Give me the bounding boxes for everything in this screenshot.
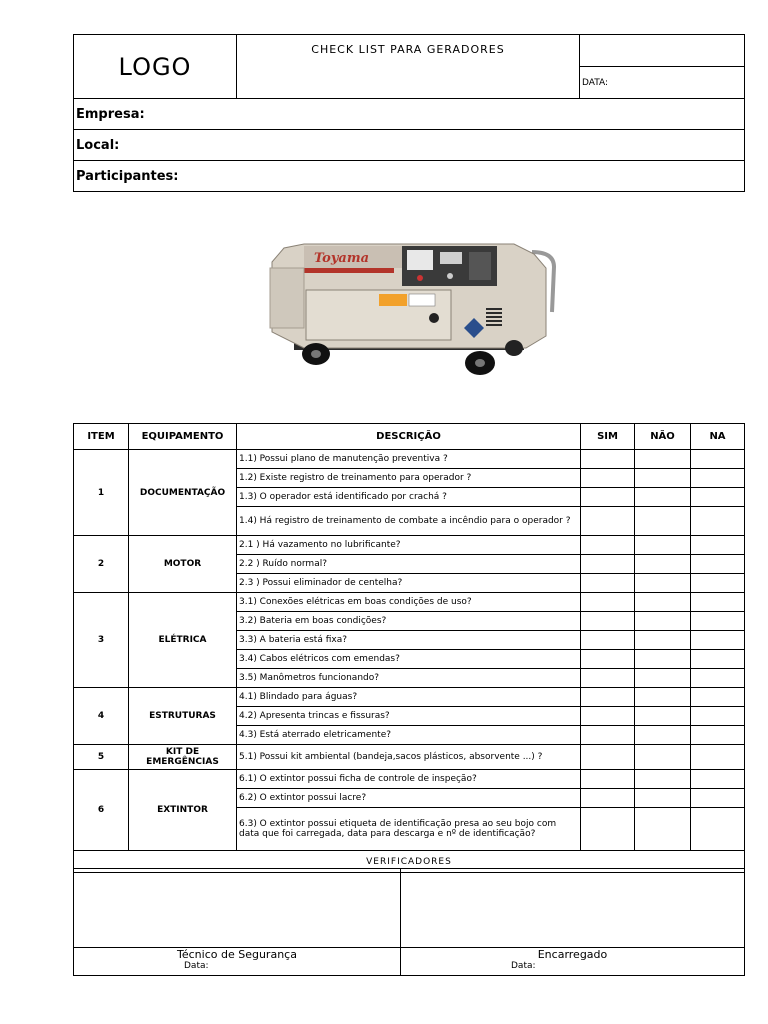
item-description: 3.5) Manômetros funcionando? bbox=[237, 669, 581, 688]
table-row bbox=[74, 450, 745, 469]
check-cell-sim[interactable] bbox=[581, 488, 635, 507]
item-description: 6.3) O extintor possui etiqueta de identificação presa ao seu bojo com data que foi carregada, data para descarga e nº de identificação? bbox=[237, 808, 581, 851]
check-cell-na[interactable] bbox=[691, 770, 745, 789]
equipment-name: MOTOR bbox=[129, 536, 237, 593]
check-cell-na[interactable] bbox=[691, 469, 745, 488]
check-cell-na[interactable] bbox=[691, 574, 745, 593]
item-number: 4 bbox=[74, 688, 129, 745]
table-row bbox=[74, 536, 745, 555]
header-sim: SIM bbox=[581, 424, 635, 450]
check-cell-sim[interactable] bbox=[581, 789, 635, 808]
check-cell-na[interactable] bbox=[691, 726, 745, 745]
header-nao: NÃO bbox=[635, 424, 691, 450]
item-number: 1 bbox=[74, 450, 129, 536]
table-row bbox=[74, 745, 745, 770]
check-cell-sim[interactable] bbox=[581, 688, 635, 707]
check-cell-sim[interactable] bbox=[581, 650, 635, 669]
check-cell-sim[interactable] bbox=[581, 707, 635, 726]
check-cell-na[interactable] bbox=[691, 450, 745, 469]
check-cell-na[interactable] bbox=[691, 808, 745, 851]
item-description: 3.1) Conexões elétricas em boas condições de uso? bbox=[237, 593, 581, 612]
header-na: NA bbox=[691, 424, 745, 450]
check-cell-sim[interactable] bbox=[581, 593, 635, 612]
item-description: 1.3) O operador está identificado por crachá ? bbox=[237, 488, 581, 507]
table-row bbox=[74, 593, 745, 612]
item-description: 3.2) Bateria em boas condições? bbox=[237, 612, 581, 631]
tecnico-date-label: Data: bbox=[184, 961, 209, 971]
item-number: 5 bbox=[74, 745, 129, 770]
check-cell-nao[interactable] bbox=[635, 808, 691, 851]
header-item: ITEM bbox=[74, 424, 129, 450]
check-cell-sim[interactable] bbox=[581, 450, 635, 469]
equipment-name: EXTINTOR bbox=[129, 770, 237, 851]
item-description: 4.3) Está aterrado eletricamente? bbox=[237, 726, 581, 745]
check-cell-nao[interactable] bbox=[635, 612, 691, 631]
check-cell-nao[interactable] bbox=[635, 555, 691, 574]
check-cell-nao[interactable] bbox=[635, 789, 691, 808]
equipment-name: ESTRUTURAS bbox=[129, 688, 237, 745]
check-cell-sim[interactable] bbox=[581, 726, 635, 745]
check-cell-sim[interactable] bbox=[581, 469, 635, 488]
header-equipamento: EQUIPAMENTO bbox=[129, 424, 237, 450]
item-description: 1.4) Há registro de treinamento de combate a incêndio para o operador ? bbox=[237, 507, 581, 536]
check-cell-nao[interactable] bbox=[635, 450, 691, 469]
item-description: 2.2 ) Ruído normal? bbox=[237, 555, 581, 574]
check-cell-na[interactable] bbox=[691, 507, 745, 536]
signature-block bbox=[73, 868, 744, 976]
check-cell-na[interactable] bbox=[691, 789, 745, 808]
check-cell-sim[interactable] bbox=[581, 669, 635, 688]
check-cell-nao[interactable] bbox=[635, 536, 691, 555]
participantes-field: Participantes: bbox=[74, 161, 745, 192]
check-cell-sim[interactable] bbox=[581, 555, 635, 574]
table-row bbox=[74, 770, 745, 789]
check-cell-sim[interactable] bbox=[581, 808, 635, 851]
check-cell-sim[interactable] bbox=[581, 507, 635, 536]
check-cell-nao[interactable] bbox=[635, 669, 691, 688]
local-field: Local: bbox=[74, 130, 745, 161]
header-descricao: DESCRIÇÃO bbox=[237, 424, 581, 450]
encarregado-label: Encarregado bbox=[537, 948, 608, 961]
item-description: 4.2) Apresenta trincas e fissuras? bbox=[237, 707, 581, 726]
item-description: 2.1 ) Há vazamento no lubrificante? bbox=[237, 536, 581, 555]
empresa-field: Empresa: bbox=[74, 99, 745, 130]
tecnico-seguranca-label: Técnico de Segurança bbox=[177, 948, 297, 961]
check-cell-nao[interactable] bbox=[635, 631, 691, 650]
encarregado-date-label: Data: bbox=[511, 961, 536, 971]
check-cell-na[interactable] bbox=[691, 555, 745, 574]
check-cell-sim[interactable] bbox=[581, 536, 635, 555]
svg-text:Toyama: Toyama bbox=[314, 251, 370, 266]
check-cell-nao[interactable] bbox=[635, 574, 691, 593]
verificadores-label: VERIFICADORES bbox=[74, 851, 745, 873]
item-number: 3 bbox=[74, 593, 129, 688]
check-cell-nao[interactable] bbox=[635, 593, 691, 612]
check-cell-na[interactable] bbox=[691, 745, 745, 770]
generator-image bbox=[264, 232, 560, 378]
item-description: 1.1) Possui plano de manutenção preventiva ? bbox=[237, 450, 581, 469]
item-description: 5.1) Possui kit ambiental (bandeja,sacos plásticos, absorvente ...) ? bbox=[237, 745, 581, 770]
item-description: 6.2) O extintor possui lacre? bbox=[237, 789, 581, 808]
check-cell-sim[interactable] bbox=[581, 574, 635, 593]
check-cell-nao[interactable] bbox=[635, 507, 691, 536]
check-cell-na[interactable] bbox=[691, 650, 745, 669]
logo: LOGO bbox=[74, 35, 237, 99]
check-cell-sim[interactable] bbox=[581, 770, 635, 789]
check-cell-sim[interactable] bbox=[581, 745, 635, 770]
item-description: 3.4) Cabos elétricos com emendas? bbox=[237, 650, 581, 669]
check-cell-na[interactable] bbox=[691, 536, 745, 555]
check-cell-nao[interactable] bbox=[635, 745, 691, 770]
checklist-table bbox=[73, 423, 744, 873]
check-cell-na[interactable] bbox=[691, 688, 745, 707]
item-number: 6 bbox=[74, 770, 129, 851]
check-cell-nao[interactable] bbox=[635, 469, 691, 488]
check-cell-sim[interactable] bbox=[581, 631, 635, 650]
item-description: 2.3 ) Possui eliminador de centelha? bbox=[237, 574, 581, 593]
item-description: 4.1) Blindado para águas? bbox=[237, 688, 581, 707]
header-block bbox=[73, 34, 744, 196]
equipment-name: DOCUMENTAÇÃO bbox=[129, 450, 237, 536]
check-cell-na[interactable] bbox=[691, 707, 745, 726]
check-cell-na[interactable] bbox=[691, 593, 745, 612]
check-cell-nao[interactable] bbox=[635, 688, 691, 707]
item-description: 6.1) O extintor possui ficha de controle de inspeção? bbox=[237, 770, 581, 789]
check-cell-nao[interactable] bbox=[635, 488, 691, 507]
signature-area-right[interactable] bbox=[401, 869, 745, 948]
header-blank-cell bbox=[580, 35, 745, 67]
document-title: CHECK LIST PARA GERADORES bbox=[237, 35, 580, 99]
check-cell-nao[interactable] bbox=[635, 707, 691, 726]
check-cell-nao[interactable] bbox=[635, 770, 691, 789]
equipment-name: ELÉTRICA bbox=[129, 593, 237, 688]
check-cell-na[interactable] bbox=[691, 612, 745, 631]
check-cell-na[interactable] bbox=[691, 669, 745, 688]
check-cell-na[interactable] bbox=[691, 488, 745, 507]
item-number: 2 bbox=[74, 536, 129, 593]
check-cell-na[interactable] bbox=[691, 631, 745, 650]
check-cell-nao[interactable] bbox=[635, 650, 691, 669]
table-row bbox=[74, 688, 745, 707]
signature-area-left[interactable] bbox=[74, 869, 401, 948]
item-description: 3.3) A bateria está fixa? bbox=[237, 631, 581, 650]
check-cell-nao[interactable] bbox=[635, 726, 691, 745]
check-cell-sim[interactable] bbox=[581, 612, 635, 631]
equipment-name: KIT DE EMERGÊNCIAS bbox=[129, 745, 237, 770]
item-description: 1.2) Existe registro de treinamento para operador ? bbox=[237, 469, 581, 488]
date-label: DATA: bbox=[580, 67, 745, 99]
